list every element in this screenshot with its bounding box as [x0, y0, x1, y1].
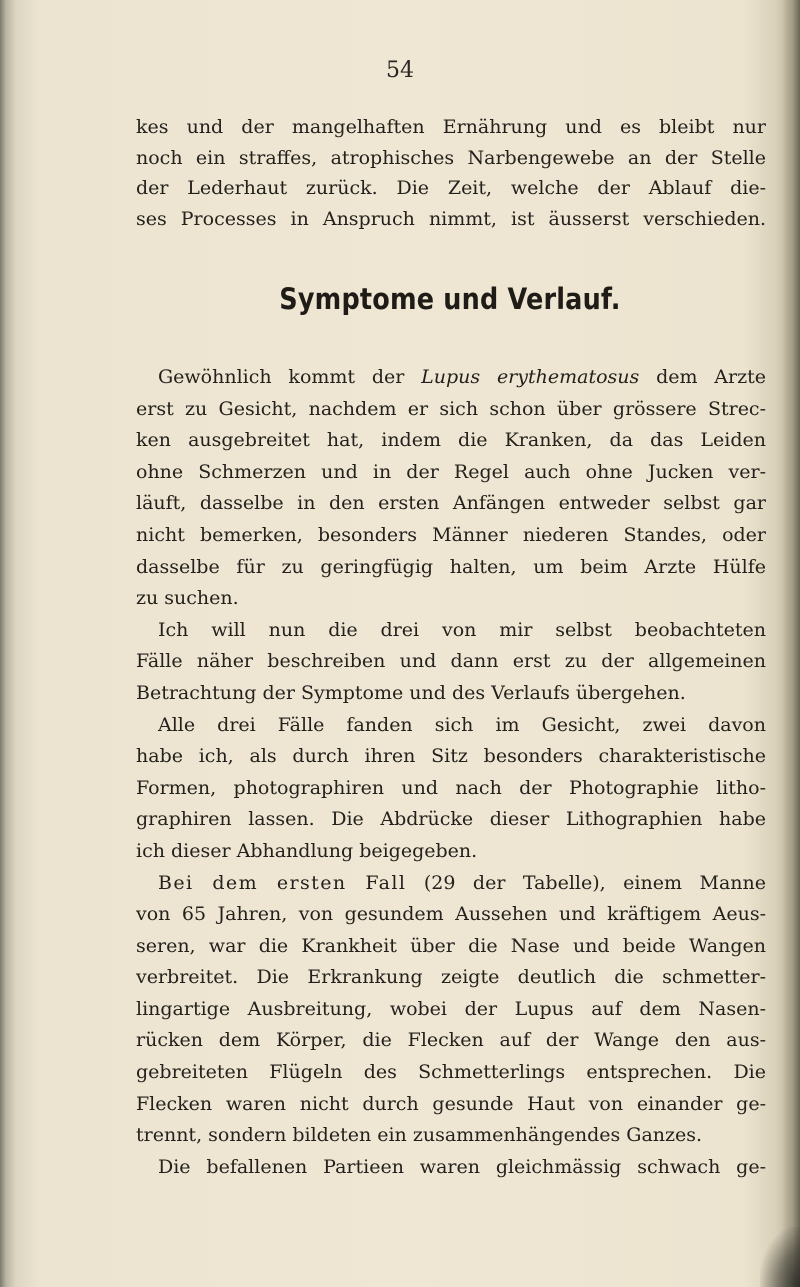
- text-line: Betrachtung der Symptome und des Verlaufs übergehen.: [136, 681, 686, 704]
- page-edge-shadow: [782, 0, 800, 1287]
- text-line: Die befallenen Partieen waren gleichmässig schwach ge-: [158, 1155, 766, 1178]
- text-line: verbreitet. Die Erkrankung zeigte deutlich die schmetter-: [136, 966, 766, 989]
- text-line: [136, 868, 766, 900]
- text-line: ohne Schmerzen und in der Regel auch ohne Jucken ver-: [136, 460, 766, 483]
- text-line: [136, 362, 766, 394]
- page-corner-shadow: [760, 1227, 800, 1287]
- text-line: erst zu Gesicht, nachdem er sich schon über grössere Strec-: [136, 397, 766, 420]
- text-line: Alle drei Fälle fanden sich im Gesicht, zwei davon: [158, 713, 766, 736]
- text-line: von 65 Jahren, von gesundem Aussehen und kräftigem Aeus-: [136, 903, 766, 926]
- page-number: 54: [386, 58, 414, 83]
- text-line: graphiren lassen. Die Abdrücke dieser Lithographien habe: [136, 808, 766, 831]
- text-line: noch ein straffes, atrophisches Narbengewebe an der Stelle: [136, 146, 766, 169]
- text-line: Ich will nun die drei von mir selbst beobachteten: [158, 618, 766, 641]
- text-fragment: Gewöhnlich kommt der: [158, 366, 422, 388]
- text-line: kes und der mangelhaften Ernährung und es bleibt nur: [136, 116, 766, 138]
- intro-paragraph: [136, 112, 766, 234]
- text-fragment: (29 der Tabelle), einem Manne: [406, 871, 766, 894]
- text-fragment: dem Arzte: [639, 366, 766, 388]
- text-line: dasselbe für zu geringfügig halten, um beim Arzte Hülfe: [136, 555, 766, 578]
- text-line: gebreiteten Flügeln des Schmetterlings entsprechen. Die: [136, 1061, 766, 1084]
- text-line: Fälle näher beschreiben und dann erst zu der allgemeinen: [136, 650, 766, 673]
- text-line: zu suchen.: [136, 587, 239, 610]
- text-line: ich dieser Abhandlung beigegeben.: [136, 839, 478, 862]
- text-line: ses Processes in Anspruch nimmt, ist äusserst verschieden.: [136, 207, 766, 230]
- text-line: nicht bemerken, besonders Männer niederen Standes, oder: [136, 523, 766, 546]
- text-line: läuft, dasselbe in den ersten Anfängen entweder selbst gar: [136, 492, 766, 515]
- text-line: Formen, photographiren und nach der Photographie litho-: [136, 776, 766, 799]
- text-line: ken ausgebreitet hat, indem die Kranken, da das Leiden: [136, 429, 766, 452]
- text-line: der Lederhaut zurück. Die Zeit, welche der Ablauf die-: [136, 177, 766, 199]
- text-line: trennt, sondern bildeten ein zusammenhängendes Ganzes.: [136, 1124, 703, 1147]
- section-heading: Symptome und Verlauf.: [279, 282, 621, 316]
- text-line: habe ich, als durch ihren Sitz besonders charakteristische: [136, 745, 766, 768]
- text-line: lingartige Ausbreitung, wobei der Lupus auf dem Nasen-: [136, 997, 766, 1020]
- italic-term: Lupus erythematosus: [421, 366, 640, 388]
- text-line: Flecken waren nicht durch gesunde Haut von einander ge-: [136, 1092, 766, 1115]
- section-body: [136, 362, 766, 1183]
- text-line: seren, war die Krankheit über die Nase und beide Wangen: [136, 934, 766, 957]
- text-line: rücken dem Körper, die Flecken auf der Wange den aus-: [136, 1029, 766, 1052]
- spaced-emphasis: Bei dem ersten Fall: [158, 871, 407, 894]
